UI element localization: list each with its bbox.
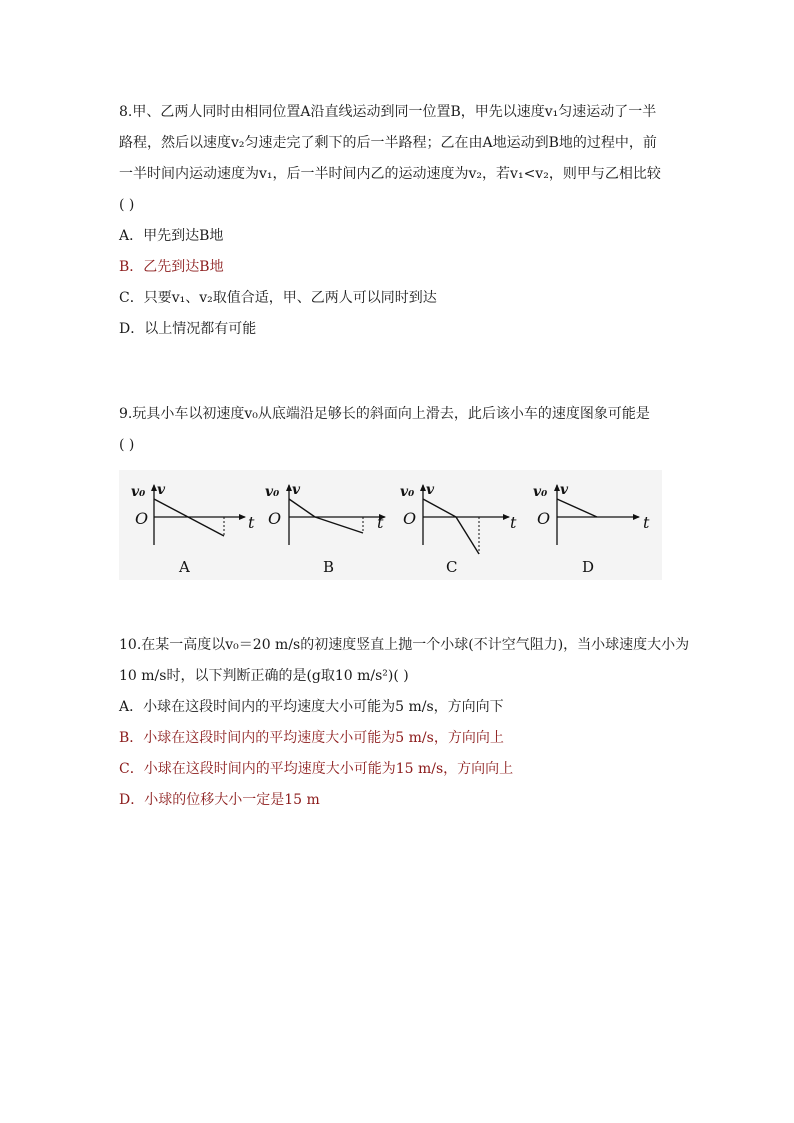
graph-b-v-label: v bbox=[292, 482, 301, 498]
graph-d-v-label: v bbox=[560, 482, 569, 498]
graph-a bbox=[131, 482, 255, 576]
graph-c-origin-label: O bbox=[403, 509, 417, 528]
q10-stem-line-1: 10.在某一高度以v₀＝20 m/s的初速度竖直上抛一个小球(不计空气阻力)，当小球速度大小为 bbox=[119, 637, 690, 653]
graph-c bbox=[400, 482, 517, 576]
graph-d-line bbox=[557, 499, 597, 517]
graph-b-origin-label: O bbox=[268, 509, 282, 528]
q9-answer-blank: ( ) bbox=[119, 437, 135, 453]
q8-option-c: C．只要v₁、v₂取值合适，甲、乙两人可以同时到达 bbox=[119, 290, 437, 306]
graph-b-line-up bbox=[289, 499, 315, 517]
graph-b-t-label: t bbox=[377, 513, 384, 532]
graph-c-label: C bbox=[446, 558, 458, 576]
q8-answer-blank: ( ) bbox=[119, 197, 135, 213]
graph-c-v-label: v bbox=[426, 482, 435, 498]
q10-option-a: A．小球在这段时间内的平均速度大小可能为5 m/s，方向向下 bbox=[119, 699, 504, 715]
q9-velocity-graphs-figure bbox=[119, 470, 662, 580]
graph-d bbox=[533, 482, 650, 576]
q10-stem-line-2: 10 m/s时，以下判断正确的是(g取10 m/s²)( ) bbox=[119, 668, 409, 684]
q8-stem-line-1: 8.甲、乙两人同时由相同位置A沿直线运动到同一位置B，甲先以速度v₁匀速运动了一半 bbox=[119, 104, 657, 120]
q9-graphs-svg bbox=[119, 470, 662, 580]
graph-d-origin-label: O bbox=[537, 509, 551, 528]
graph-c-t-label: t bbox=[510, 513, 517, 532]
graph-d-label: D bbox=[582, 558, 595, 576]
graph-a-label: A bbox=[179, 558, 190, 576]
graph-c-line-up bbox=[423, 499, 456, 517]
q10-option-b: B．小球在这段时间内的平均速度大小可能为5 m/s，方向向上 bbox=[119, 730, 504, 746]
q8-option-b: B．乙先到达B地 bbox=[119, 259, 224, 275]
graph-a-t-label: t bbox=[248, 513, 255, 532]
q10-option-c: C．小球在这段时间内的平均速度大小可能为15 m/s，方向向上 bbox=[119, 761, 514, 777]
graph-b bbox=[265, 482, 385, 576]
graph-b-line-down bbox=[315, 517, 363, 533]
graph-a-v0-label: v₀ bbox=[131, 484, 146, 500]
graph-d-t-label: t bbox=[643, 513, 650, 532]
q10-option-d: D．小球的位移大小一定是15 m bbox=[119, 792, 320, 808]
q8-option-d: D．以上情况都有可能 bbox=[119, 321, 257, 337]
graph-c-line-down bbox=[456, 517, 479, 554]
graph-b-label: B bbox=[323, 558, 335, 576]
graph-b-v0-label: v₀ bbox=[265, 484, 280, 500]
graph-a-v-label: v bbox=[157, 482, 166, 498]
q8-stem-line-2: 路程，然后以速度v₂匀速走完了剩下的后一半路程；乙在由A地运动到B地的过程中，前 bbox=[119, 135, 657, 151]
graph-a-origin-label: O bbox=[135, 509, 149, 528]
q9-stem-line-1: 9.玩具小车以初速度v₀从底端沿足够长的斜面向上滑去，此后该小车的速度图象可能是 bbox=[119, 406, 650, 422]
q8-stem-line-3: 一半时间内运动速度为v₁，后一半时间内乙的运动速度为v₂，若v₁<v₂，则甲与乙相比较 bbox=[119, 166, 661, 182]
q8-option-a: A．甲先到达B地 bbox=[119, 228, 224, 244]
graph-c-v0-label: v₀ bbox=[400, 484, 415, 500]
graph-d-v0-label: v₀ bbox=[533, 484, 548, 500]
